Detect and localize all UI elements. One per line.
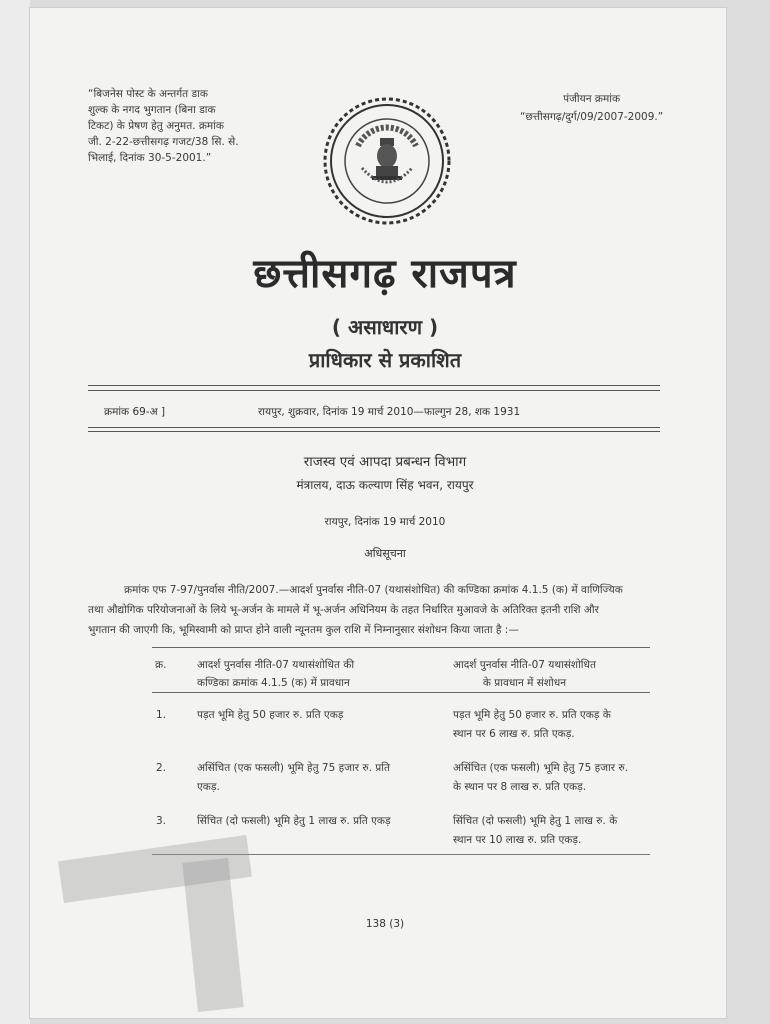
postage-line: भिलाई, दिनांक 30-5-2001.” (88, 152, 212, 164)
postage-line: “बिजनेस पोस्ट के अन्तर्गत डाक (88, 88, 208, 100)
gazette-title: छत्तीसगढ़ राजपत्र (253, 251, 517, 297)
registration-number (520, 90, 663, 126)
issue-dateline: रायपुर, शुक्रवार, दिनांक 19 मार्च 2010—फाल्गुन 28, शक 1931 (258, 406, 521, 418)
postage-note (88, 86, 258, 166)
header-line: आदर्श पुनर्वास नीति-07 यथासंशोधित (453, 659, 596, 671)
table-top-rule (152, 647, 650, 648)
cell-line: स्थान पर 6 लाख रु. प्रति एकड़. (453, 728, 575, 740)
postage-line: जी. 2-22-छत्तीसगढ़ गजट/38 सि. से. (88, 136, 239, 148)
cell-line: असिंचित (एक फसली) भूमि हेतु 75 हजार रु. प्रति (197, 762, 390, 774)
header-line: कण्डिका क्रमांक 4.1.5 (क) में प्रावधान (197, 677, 350, 689)
page-number: 138 (3) (365, 918, 405, 930)
cell-line: एकड़. (197, 781, 220, 793)
department-address: मंत्रालय, दाऊ कल्याण सिंह भवन, रायपुर (296, 478, 474, 492)
scan-margin (0, 0, 30, 1024)
body-line: क्रमांक एफ 7-97/पुनर्वास नीति/2007.—आदर्श पुनर्वास नीति-07 (यथासंशोधित) की कण्डिका क्रमांक 4.1.5 (क) में वाणिज्यिक (124, 584, 623, 596)
table-row-new (453, 759, 628, 797)
divider (88, 390, 660, 391)
divider (88, 427, 660, 428)
table-header-sno: क्र. (155, 659, 167, 671)
table-header-rule (152, 692, 650, 693)
authority-line: प्राधिकार से प्रकाशित (308, 348, 462, 372)
table-row-new (453, 706, 611, 744)
postage-line: शुल्क के नगद भुगतान (बिना डाक (88, 104, 216, 116)
table-row-sno: 2. (156, 762, 167, 774)
divider (88, 431, 660, 432)
order-date: रायपुर, दिनांक 19 मार्च 2010 (324, 516, 446, 528)
postage-line: टिकट) के प्रेषण हेतु अनुमत. क्रमांक (88, 120, 224, 132)
cell-line: असिंचित (एक फसली) भूमि हेतु 75 हजार रु. (453, 762, 628, 774)
cell-line: के स्थान पर 8 लाख रु. प्रति एकड़. (453, 781, 587, 793)
cell-line: पड़त भूमि हेतु 50 हजार रु. प्रति एकड़ के (453, 709, 611, 721)
table-row-sno: 3. (156, 815, 167, 827)
body-line: भुगतान की जाएगी कि, भूमिस्वामी को प्राप्त होने वाली न्यूनतम कुल राशि में निम्नानुसार संशोधन किया जाता है :— (88, 624, 519, 636)
cell-line: पड़त भूमि हेतु 50 हजार रु. प्रति एकड़ (197, 709, 344, 721)
table-header-old (197, 656, 354, 692)
header-line: आदर्श पुनर्वास नीति-07 यथासंशोधित की (197, 659, 355, 671)
department-name: राजस्व एवं आपदा प्रबन्धन विभाग (303, 454, 467, 470)
table-row-sno: 1. (156, 709, 167, 721)
table-row-old (197, 759, 390, 797)
table-row-old (197, 706, 343, 725)
issue-serial: क्रमांक 69-अ ] (104, 406, 166, 418)
body-line: तथा औद्योगिक परियोजनाओं के लिये भू-अर्जन के मामले में भू-अर्जन अधिनियम के तहत निर्धारित मुआवजे के अतिरिक्त इतनी राशि और (88, 604, 599, 616)
header-line: के प्रावधान में संशोधन (482, 677, 567, 689)
table-row-old (197, 812, 391, 831)
table-header-new (453, 656, 596, 692)
table-row-new (453, 812, 617, 850)
gazette-subtitle: ( असाधारण ) (331, 315, 439, 339)
cell-line: सिंचित (दो फसली) भूमि हेतु 1 लाख रु. प्रति एकड़ (197, 815, 391, 827)
notification-heading: अधिसूचना (364, 547, 406, 560)
notification-body (88, 580, 668, 640)
divider (88, 385, 660, 386)
cell-line: स्थान पर 10 लाख रु. प्रति एकड़. (453, 834, 582, 846)
registration-value: “छत्तीसगढ़/दुर्ग/09/2007-2009.” (520, 111, 664, 123)
registration-label: पंजीयन क्रमांक (563, 93, 621, 105)
cell-line: सिंचित (दो फसली) भूमि हेतु 1 लाख रु. के (453, 815, 618, 827)
state-seal-emblem (322, 96, 452, 226)
